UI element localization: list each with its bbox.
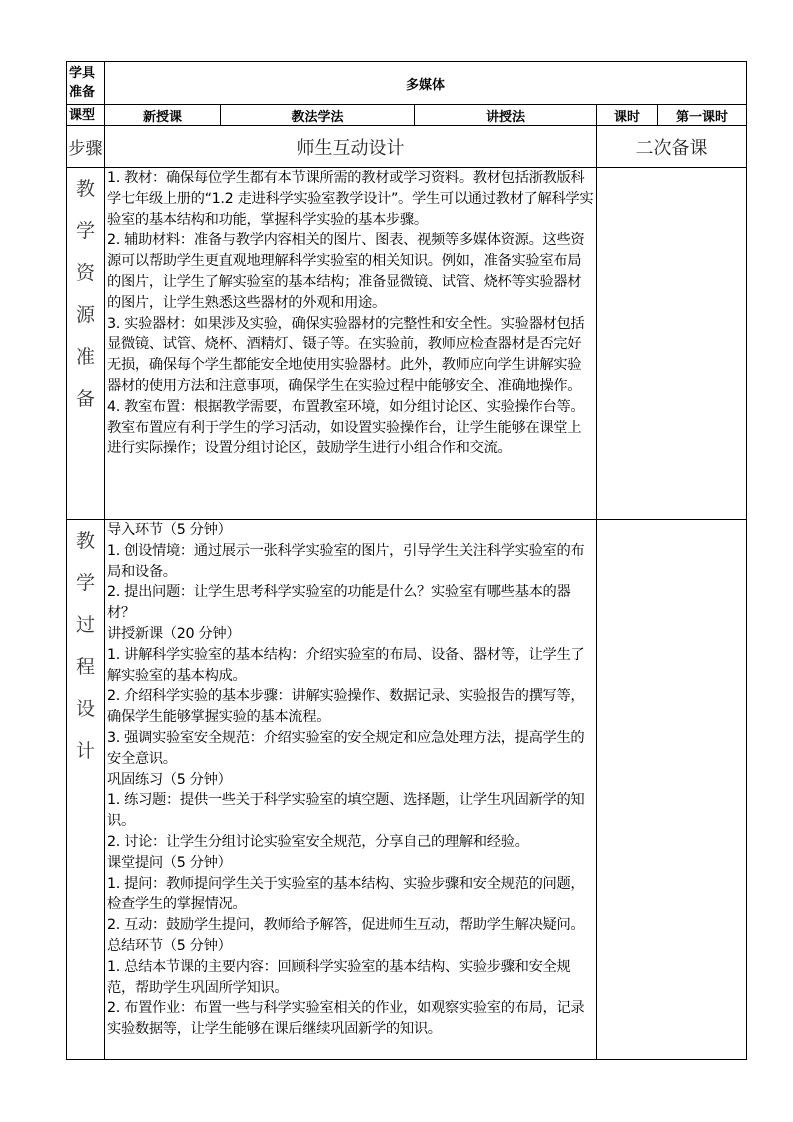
paragraph: 1. 创设情境：通过展示一张科学实验室的图片，引导学生关注科学实验室的布局和设备。 [107,542,585,580]
secondary-cell-resources [597,168,747,520]
section-row-process [67,520,747,1060]
paragraph: 3. 强调实验室安全规范：介绍实验室的安全规定和应急处理方法，提高学生的安全意识。 [107,729,585,767]
paragraph: 2. 提出问题：让学生思考科学实验室的功能是什么？实验室有哪些基本的器材？ [107,584,571,622]
paragraph: 1. 总结本节课的主要内容：回顾科学实验室的基本结构、实验步骤和安全规范，帮助学生巩固所学知识。 [107,958,571,996]
method-label: 教法学法 [221,105,415,126]
section-heading: 巩固练习（5 分钟） [107,771,232,788]
paragraph: 2. 介绍科学实验的基本步骤：讲解实验操作、数据记录、实验报告的撰写等，确保学生能够掌握实验的基本流程。 [107,688,585,726]
paragraph: 3. 实验器材：如果涉及实验，确保实验器材的完整性和安全性。实验器材包括显微镜、试管、烧杯、酒精灯、镊子等。在实验前，教师应检查器材是否完好无损，确保每个学生都能安全地使用实验器材。此外，教师应向学生讲解实验器材的使用方法和注意事项，确保学生在实验过程中能够安全、准确地操作。 [107,315,585,394]
section-row-resources [67,168,747,520]
prep-value: 多媒体 [105,62,747,105]
prep-label: 学具 准备 [67,62,105,105]
course-info-row [67,105,747,126]
type-label: 课型 [67,105,105,126]
lesson-plan-table [66,61,747,1060]
paragraph: 1. 教材：确保每位学生都有本节课所需的教材或学习资料。教材包括浙教版科学七年级上册的“1.2 走进科学实验室教学设计”。学生可以通过教材了解科学实验室的基本结构和功能，掌握科学实验的基本步骤。 [107,170,594,228]
paragraph: 4. 教室布置：根据教学需要，布置教室环境，如分组讨论区、实验操作台等。教室布置应有利于学生的学习活动，如设置实验操作台，让学生能够在课堂上进行实际操作；设置分组讨论区，鼓励学生进行小组合作和交流。 [107,398,585,457]
step-header: 步骤 [67,126,105,168]
section-heading: 导入环节（5 分钟） [107,522,232,538]
section-label-resources: 教 学 资 源 准 备 [67,168,105,520]
section-content-resources [105,168,597,520]
section-heading: 总结环节（5 分钟） [107,937,232,954]
section-content-process [105,520,597,1060]
secondary-cell-process [597,520,747,1060]
paragraph: 1. 练习题：提供一些关于科学实验室的填空题、选择题，让学生巩固新学的知识。 [107,792,585,830]
section-heading: 讲授新课（20 分钟） [107,625,241,642]
period-label: 课时 [597,105,658,126]
section-heading: 课堂提问（5 分钟） [107,854,232,871]
paragraph: 1. 提问：教师提问学生关于实验室的基本结构、实验步骤和安全规范的问题，检查学生的掌握情况。 [107,875,585,913]
paragraph: 2. 互动：鼓励学生提问，教师给予解答，促进师生互动，帮助学生解决疑问。 [107,917,585,934]
paragraph: 2. 辅助材料：准备与教学内容相关的图片、图表、视频等多媒体资源。这些资源可以帮助学生更直观地理解科学实验室的相关知识。例如，准备实验室布局的图片，让学生了解实验室的基本结构；准备显微镜、试管、烧杯等实验器材的图片，让学生熟悉这些器材的外观和用途。 [107,232,585,311]
type-value: 新授课 [105,105,221,126]
column-header-row [67,126,747,168]
prep-row [67,62,747,105]
section-label-process: 教 学 过 程 设 计 [67,520,105,1060]
paragraph: 2. 讨论：让学生分组讨论实验室安全规范，分享自己的理解和经验。 [107,833,529,850]
paragraph: 2. 布置作业：布置一些与科学实验室相关的作业，如观察实验室的布局，记录实验数据等，让学生能够在课后继续巩固新学的知识。 [107,1000,585,1038]
method-value: 讲授法 [415,105,597,126]
lesson-plan-page [66,61,746,1060]
design-header: 师生互动设计 [105,126,597,168]
paragraph: 1. 讲解科学实验室的基本结构：介绍实验室的布局、设备、器材等，让学生了解实验室的基本构成。 [107,646,585,684]
secondary-header: 二次备课 [597,126,747,168]
period-value: 第一课时 [658,105,747,126]
